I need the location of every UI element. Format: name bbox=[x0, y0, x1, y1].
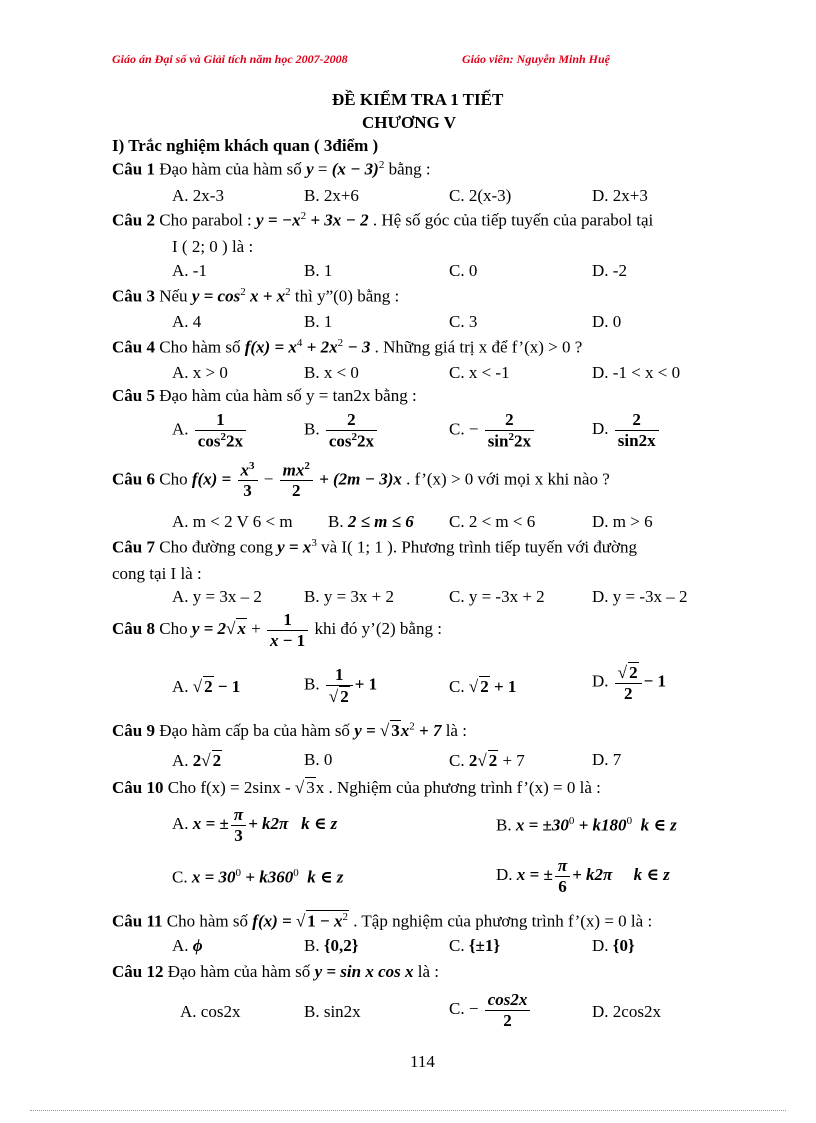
option-b[interactable]: B. 1 bbox=[304, 312, 333, 331]
option-d[interactable]: D. $\frac{√ 2}{2}$ − 1 bbox=[592, 663, 667, 703]
question-1: Câu 1 Đạo hàm của hàm số $y = (x - 3)^2$ bằng : bbox=[112, 159, 431, 179]
question-text: Cho hàm số bbox=[166, 911, 249, 931]
question-text: Cho parabol : bbox=[159, 210, 252, 230]
question-text: và I( 1; 1 ). Phương trình tiếp tuyến với đường bbox=[321, 537, 638, 557]
option-c[interactable]: C. 3 bbox=[449, 312, 478, 331]
option-b[interactable]: B. 1 bbox=[304, 261, 333, 280]
option-a[interactable]: A. 2x-3 bbox=[172, 186, 224, 205]
question-text: Cho hàm số bbox=[159, 337, 241, 357]
option-c[interactable]: C. {±1} bbox=[449, 936, 501, 955]
question-text: Cho đường cong bbox=[159, 537, 273, 557]
question-2: Câu 2 Cho parabol : $y = -x^2 + 3x - 2$ . Hệ số góc của tiếp tuyến của parabol tại bbox=[112, 210, 654, 230]
option-a[interactable]: A. $\frac{1}{\cos^22x}$ bbox=[172, 410, 248, 451]
formula: y = bbox=[354, 721, 380, 740]
question-11: Câu 11 Cho hàm số f(x) = √ $1 - x^2$ . Tập nghiệm của phương trình f’(x) = 0 là : bbox=[112, 911, 653, 931]
question-4: Câu 4 Cho hàm số $f(x) = x^4 + 2x^2 - 3$ . Những giá trị x để f’(x) > 0 ? bbox=[112, 337, 583, 357]
question-text: Cho bbox=[159, 618, 188, 638]
question-label: Câu 10 bbox=[112, 778, 164, 797]
option-b[interactable]: B. sin2x bbox=[304, 1002, 361, 1021]
question-7: Câu 7 Cho đường cong $y = x^3$ và I( 1; 1 ). Phương trình tiếp tuyến với đường bbox=[112, 537, 638, 557]
question-text: . Những giá trị x để f’(x) > 0 ? bbox=[374, 337, 583, 357]
question-text: khi đó y’(2) bằng : bbox=[314, 618, 442, 638]
question-label: Câu 8 bbox=[112, 618, 155, 638]
formula: f(x) = x bbox=[244, 337, 297, 357]
option-c[interactable]: C. √ 2 + 1 bbox=[449, 677, 517, 696]
question-text: là : bbox=[417, 962, 439, 981]
question-label: Câu 9 bbox=[112, 721, 155, 740]
question-label: Câu 1 bbox=[112, 159, 155, 179]
question-text: Đạo hàm cấp ba của hàm số bbox=[159, 721, 350, 740]
question-3: Câu 3 Nếu $y = \cos^2 x + x^2$ thì y”(0) bằng : bbox=[112, 286, 400, 306]
option-c[interactable]: C. x < -1 bbox=[449, 363, 510, 382]
option-b[interactable]: B. $\frac{1}{√ 2}$ + 1 bbox=[304, 665, 378, 706]
question-label: Câu 12 bbox=[112, 962, 164, 981]
question-text: . Hệ số góc của tiếp tuyến của parabol tại bbox=[372, 210, 654, 230]
question-8: Câu 8 Cho y = 2√ x + $\frac{1}{x - 1}$ khi đó y’(2) bằng : bbox=[112, 610, 442, 650]
formula: y = x bbox=[277, 537, 312, 557]
question-continuation: I ( 2; 0 ) là : bbox=[172, 237, 254, 256]
option-b[interactable]: B. $x = \pm 30^0 + k180^0$ k ∈ z bbox=[496, 815, 677, 835]
option-b[interactable]: B. {0,2} bbox=[304, 936, 359, 955]
question-continuation: cong tại I là : bbox=[112, 564, 202, 583]
question-10: Câu 10 Cho f(x) = 2sinx - √ 3x . Nghiệm của phương trình f’(x) = 0 là : bbox=[112, 778, 601, 797]
option-a[interactable]: A. y = 3x – 2 bbox=[172, 587, 262, 606]
question-text: . f’(x) > 0 với mọi x khi nào ? bbox=[406, 469, 610, 489]
option-a[interactable]: A. x > 0 bbox=[172, 363, 228, 382]
question-label: Câu 5 bbox=[112, 386, 155, 405]
question-text: Đạo hàm của hàm số y = tan2x bằng : bbox=[159, 386, 417, 405]
question-9: Câu 9 Đạo hàm cấp ba của hàm số y = √ $3x^2 + 7$ là : bbox=[112, 720, 467, 740]
option-d[interactable]: D. 7 bbox=[592, 750, 622, 769]
option-c[interactable]: C. − $\frac{2}{\sin^22x}$ bbox=[449, 410, 536, 451]
option-b[interactable]: B. $\frac{2}{\cos^22x}$ bbox=[304, 410, 379, 451]
question-text: Đạo hàm của hàm số bbox=[159, 159, 302, 179]
formula: y = 2 bbox=[191, 618, 227, 638]
formula: f(x) = bbox=[252, 911, 296, 931]
question-text: x . Nghiệm của phương trình f’(x) = 0 là : bbox=[315, 778, 601, 797]
footer-dotted-line bbox=[30, 1110, 786, 1111]
option-b[interactable]: B. 0 bbox=[304, 750, 333, 769]
question-5 bbox=[112, 386, 417, 406]
question-text: . Tập nghiệm của phương trình f’(x) = 0 là : bbox=[353, 911, 653, 931]
formula: y = cos bbox=[191, 286, 241, 306]
question-label: Câu 7 bbox=[112, 537, 155, 557]
question-text: là : bbox=[445, 721, 467, 740]
option-d[interactable]: D. 2cos2x bbox=[592, 1002, 661, 1021]
option-d[interactable]: D. y = -3x – 2 bbox=[592, 587, 688, 606]
question-text: Cho bbox=[159, 469, 188, 489]
question-text: thì y”(0) bằng : bbox=[294, 286, 400, 306]
question-label: Câu 4 bbox=[112, 337, 155, 357]
question-12 bbox=[112, 962, 439, 982]
option-a[interactable]: A. x = ± $\frac{\pi}{3}$ + k2π k ∈ z bbox=[172, 805, 338, 845]
option-a[interactable]: A. m < 2 V 6 < m bbox=[172, 512, 293, 531]
option-d[interactable]: D. $\frac{2}{\sin 2x}$ bbox=[592, 410, 661, 450]
exam-title: ĐỀ KIỂM TRA 1 TIẾT bbox=[332, 90, 504, 109]
option-d[interactable]: D. {0} bbox=[592, 936, 635, 955]
question-6: Câu 6 Cho f(x) = $\frac{x^3}{3}$ − $\frac{mx^2}{2}$ + (2m − 3)x . f’(x) > 0 với mọi x khi nào ? bbox=[112, 460, 610, 501]
option-a[interactable]: A. 2√ 2 bbox=[172, 751, 222, 770]
formula: y bbox=[306, 159, 314, 179]
question-label: Câu 3 bbox=[112, 286, 155, 306]
option-a[interactable]: A. 4 bbox=[172, 312, 202, 331]
option-c[interactable]: C. 2√ 2 + 7 bbox=[449, 751, 525, 770]
option-a[interactable]: A. -1 bbox=[172, 261, 207, 280]
question-text: Cho f(x) = 2sinx - bbox=[167, 778, 291, 797]
option-d[interactable]: D. 2x+3 bbox=[592, 186, 648, 205]
question-text: bằng : bbox=[388, 159, 431, 179]
option-d[interactable]: D. x = ± $\frac{\pi}{6}$ + k2π k ∈ z bbox=[496, 856, 670, 896]
question-text: Đạo hàm của hàm số bbox=[167, 962, 311, 981]
option-b[interactable]: B. y = 3x + 2 bbox=[304, 587, 395, 606]
option-a[interactable]: A. ϕ bbox=[172, 936, 203, 955]
option-d[interactable]: D. m > 6 bbox=[592, 512, 653, 531]
option-b[interactable]: B. 2 ≤ m ≤ 6 bbox=[328, 512, 414, 531]
option-c[interactable]: C. − $\frac{\cos 2x}{2}$ bbox=[449, 990, 532, 1030]
option-c[interactable]: C. y = -3x + 2 bbox=[449, 587, 545, 606]
option-a[interactable]: A. √ 2 − 1 bbox=[172, 677, 241, 696]
option-c[interactable]: C. 2(x-3) bbox=[449, 186, 512, 205]
header-right: Giáo viên: Nguyễn Minh Huệ bbox=[462, 52, 611, 66]
page-number: 114 bbox=[410, 1052, 435, 1071]
option-d[interactable]: D. -2 bbox=[592, 261, 627, 280]
question-label: Câu 6 bbox=[112, 469, 155, 489]
formula: √ bbox=[294, 778, 305, 797]
section-heading: I) Trắc nghiệm khách quan ( 3điểm ) bbox=[112, 136, 379, 155]
option-d[interactable]: D. 0 bbox=[592, 312, 622, 331]
option-b[interactable]: B. x < 0 bbox=[304, 363, 359, 382]
header-left: Giáo án Đại số và Giải tích năm học 2007-2008 bbox=[112, 52, 348, 66]
option-c[interactable]: C. 2 < m < 6 bbox=[449, 512, 536, 531]
formula: y = −x bbox=[256, 210, 301, 230]
option-c[interactable]: C. 0 bbox=[449, 261, 478, 280]
formula: y = sin x cos x bbox=[314, 962, 414, 981]
chapter-title: CHƯƠNG V bbox=[362, 113, 456, 132]
question-label: Câu 2 bbox=[112, 210, 155, 230]
option-c[interactable]: C. $x = 30^0 + k360^0$ k ∈ z bbox=[172, 867, 344, 887]
option-d[interactable]: D. -1 < x < 0 bbox=[592, 363, 681, 382]
question-text: Nếu bbox=[159, 286, 188, 306]
formula: f(x) = bbox=[191, 469, 232, 489]
option-a[interactable]: A. cos2x bbox=[180, 1002, 241, 1021]
question-label: Câu 11 bbox=[112, 911, 163, 931]
option-b[interactable]: B. 2x+6 bbox=[304, 186, 359, 205]
